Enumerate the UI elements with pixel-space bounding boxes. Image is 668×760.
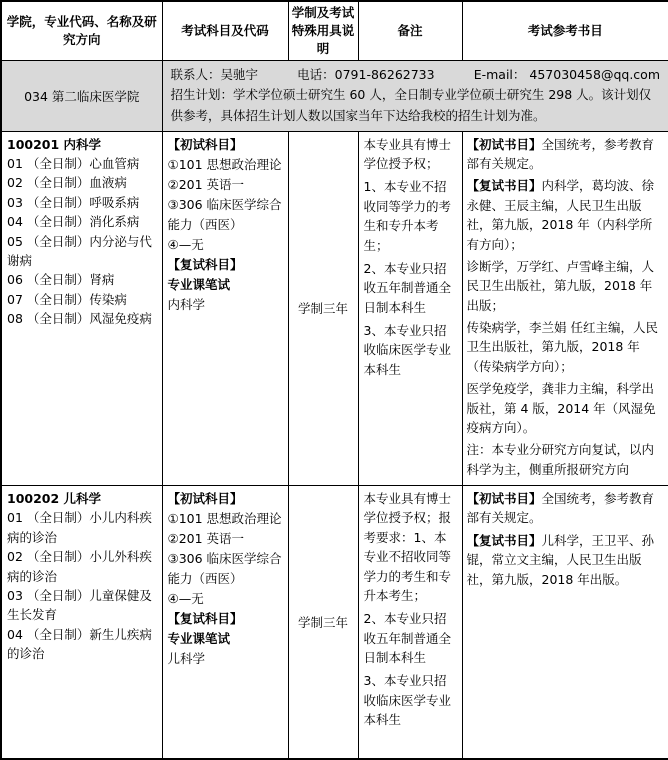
initial-exam-heading: 【初试科目】 (167, 491, 243, 506)
reference-label: 【复试书目】 (466, 178, 542, 194)
college-code-name: 034 第二临床医学院 (1, 61, 162, 131)
exam-subject-item: ③306 临床医学综合能力（西医） (167, 196, 282, 232)
program-row-100202 (1, 486, 668, 759)
reference-text: 全国统考，参考教育部有关规定。 (466, 491, 655, 526)
enrollment-plan: 招生计划：学术学位硕士研究生 60 人，全日制专业学位硕士研究生 298 人。该计划仅供参考，具体招生计划人数以国家当年下达给我校的招生计划为准。 (170, 87, 652, 123)
reference-item (467, 440, 665, 479)
reference-text: 传染病学，李兰娟 任红主编，人民卫生出版社，第九版，2018 年（传染病学方向）； (466, 320, 658, 374)
retest-type: 专业课笔试 (167, 276, 231, 292)
remark-item: 本专业具有博士学位授予权；报考要求：1、本专业不招收同等学力的考生和专升本考生； (363, 491, 452, 603)
exam-subject-item: ④—无 (167, 236, 204, 252)
exam-subject-item: ②201 英语一 (167, 531, 245, 546)
program-exam-cell (162, 131, 288, 485)
direction-item: 01 （全日制）小儿内科疾病的诊治 (7, 510, 152, 545)
direction-item: 04 （全日制）新生儿疾病的诊治 (7, 626, 152, 661)
program-duration: 学制三年 (288, 131, 358, 485)
header-reference-books: 考试参考书目 (462, 1, 668, 61)
retest-type: 专业课笔试 (167, 631, 231, 646)
reference-text: 诊断学，万学红、卢雪峰主编，人民卫生出版社，第九版，2018 年出版； (466, 258, 655, 313)
header-exam-subjects: 考试科目及代码 (162, 1, 288, 61)
program-directions-cell (1, 486, 162, 759)
remark-item: 1、本专业不招收同等学力的考生和专升本考生； (363, 179, 452, 253)
reference-text: 内科学，葛均波、徐永健、王辰主编，人民卫生出版社，第九版，2018 年（内科学所有方向）； (466, 178, 655, 252)
program-duration: 学制三年 (288, 486, 358, 759)
direction-item: 05 （全日制）内分泌与代谢病 (7, 233, 152, 268)
college-contact-line (171, 65, 661, 85)
college-contact-cell (162, 61, 668, 131)
initial-exam-heading: 【初试科目】 (167, 136, 243, 152)
reference-text: 儿科学，王卫平、孙锟，常立文主编，人民卫生出版社，第九版，2018 年出版。 (466, 532, 655, 587)
reference-text: 注：本专业分研究方向复试，以内科学为主，侧重所报研究方向 (466, 442, 655, 477)
exam-subject-item: ①101 思想政治理论 (167, 156, 282, 172)
program-references-cell (462, 486, 668, 759)
direction-item: 01 （全日制）心血管病 (7, 156, 140, 171)
direction-item: 04 （全日制）消化系病 (7, 214, 140, 230)
remark-item: 2、本专业只招收五年制普通全日制本科生 (363, 260, 452, 315)
reference-text: 全国统考，参考教育部有关规定。 (466, 136, 655, 171)
contact-person: 联系人：吴驰宇 (170, 67, 259, 83)
direction-item: 07 （全日制）传染病 (7, 291, 127, 307)
reference-label: 【初试书目】 (466, 136, 542, 152)
direction-item: 02 （全日制）血液病 (7, 175, 127, 191)
direction-item: 08 （全日制）风湿免疫病 (7, 311, 152, 326)
direction-item: 02 （全日制）小儿外科疾病的诊治 (7, 549, 152, 584)
header-duration-tools: 学制及考试特殊用具说明 (288, 1, 358, 61)
reference-item (467, 318, 665, 376)
reference-label: 【复试书目】 (466, 532, 542, 548)
reference-item (467, 489, 665, 528)
retest-subject: 儿科学 (167, 651, 206, 666)
reference-item (467, 257, 665, 315)
reference-item (467, 531, 665, 589)
reference-item (467, 135, 665, 174)
contact-email: E-mail： 457030458@qq.com (473, 67, 660, 83)
program-code-name: 100201 内科学 (7, 136, 102, 152)
direction-item: 06 （全日制）肾病 (7, 272, 115, 288)
program-row-100201 (1, 131, 668, 485)
exam-subject-item: ③306 临床医学综合能力（西医） (167, 551, 282, 586)
program-directions-cell (1, 131, 162, 485)
retest-subject: 内科学 (167, 296, 206, 312)
exam-subject-item: ①101 思想政治理论 (167, 511, 282, 526)
reference-item (467, 379, 665, 437)
exam-subject-item: ②201 英语一 (167, 176, 245, 192)
program-exam-cell (162, 486, 288, 759)
header-remarks: 备注 (358, 1, 462, 61)
program-remarks-cell (358, 486, 462, 759)
retest-heading: 【复试科目】 (167, 611, 243, 626)
remark-item: 3、本专业只招收临床医学专业本科生 (363, 323, 452, 377)
header-college-major: 学院，专业代码、名称及研究方向 (1, 1, 162, 61)
program-code-name: 100202 儿科学 (7, 491, 102, 506)
program-remarks-cell (358, 131, 462, 485)
retest-heading: 【复试科目】 (167, 256, 243, 272)
reference-text: 医学免疫学，龚非力主编，科学出版社，第 4 版，2014 年（风湿免疫病方向）。 (466, 381, 656, 435)
direction-item: 03 （全日制）呼吸系病 (7, 194, 140, 210)
direction-item: 03 （全日制）儿童保健及生长发育 (7, 587, 152, 623)
reference-label: 【初试书目】 (466, 491, 542, 506)
program-references-cell (462, 131, 668, 485)
exam-subject-item: ④—无 (167, 591, 204, 606)
college-info-row (1, 61, 668, 131)
remark-item: 本专业具有博士学位授予权； (363, 136, 452, 171)
contact-phone: 电话：0791-86262733 (297, 67, 435, 83)
table-header-row (1, 1, 668, 61)
remark-item: 3、本专业只招收临床医学专业本科生 (363, 673, 452, 728)
reference-item (467, 176, 665, 254)
remark-item: 2、本专业只招收五年制普通全日制本科生 (363, 611, 452, 665)
